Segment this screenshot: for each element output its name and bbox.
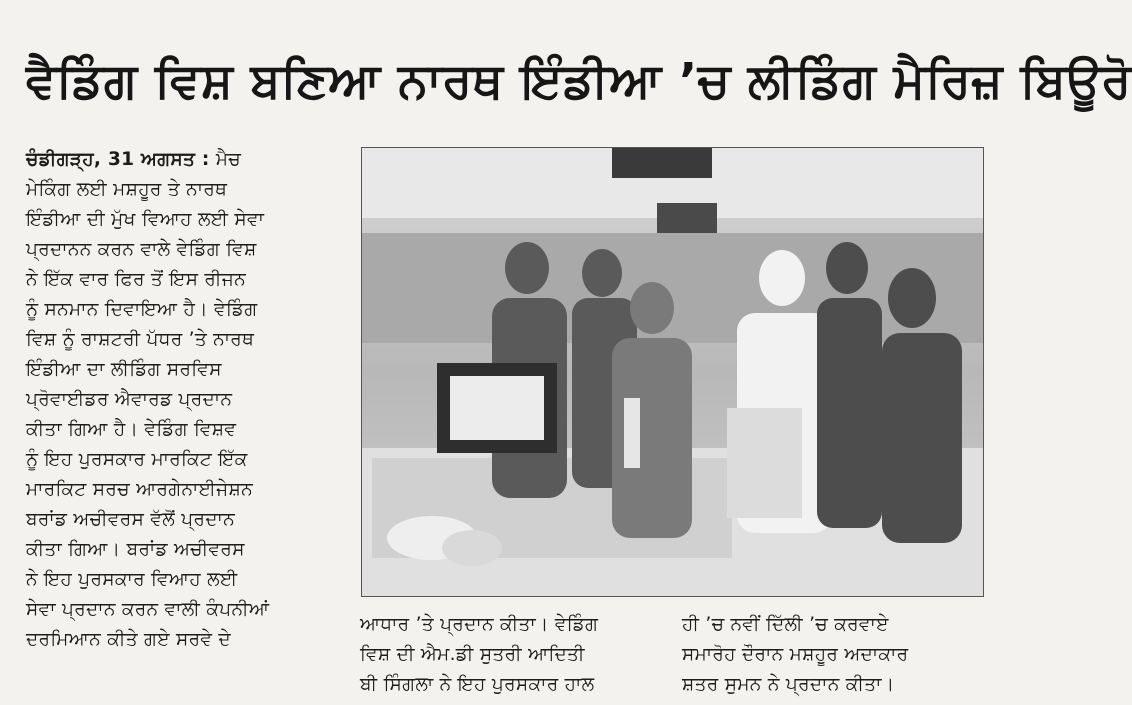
column-line: ਵਿਸ਼ ਦੀ ਐਮ.ਡੀ ਸੁਤਰੀ ਆਦਿਤੀ [360, 644, 585, 665]
headline: ਵੈਡਿੰਗ ਵਿਸ਼ ਬਣਿਆ ਨਾਰਥ ਇੰਡੀਆ ’ਚ ਲੀਡਿੰਗ ਮੈਰਿਜ਼ ਬਿਊਰੋ [26, 53, 1132, 109]
column-line: ਸਮਾਰੋਹ ਦੌਰਾਨ ਮਸ਼ਹੂਰ ਅਦਾਕਾਰ [682, 644, 909, 665]
column-line: ਕੀਤਾ ਗਿਆ। ਬਰਾਂਡ ਅਚੀਵਰਸ [26, 539, 245, 560]
column-line: ਇੰਡੀਆ ਦਾ ਲੀਡਿੰਗ ਸਰਵਿਸ [26, 359, 222, 380]
column-line: ਬਰਾਂਡ ਅਚੀਵਰਸ ਵੱਲੋਂ ਪ੍ਰਦਾਨ [26, 509, 235, 530]
dateline: ਚੰਡੀਗੜ੍ਹ, 31 ਅਗਸਤ : [26, 149, 210, 170]
column-line: ਨੂੰ ਇਹ ਪੁਰਸਕਾਰ ਮਾਰਕਿਟ ਇੱਕ [26, 449, 248, 470]
column-line: ਬੀ ਸਿੰਗਲਾ ਨੇ ਇਹ ਪੁਰਸਕਾਰ ਹਾਲ [360, 674, 595, 695]
column-line: ਪ੍ਰਦਾਨਨ ਕਰਨ ਵਾਲੇ ਵੇਡਿੰਗ ਵਿਸ਼ [26, 239, 257, 260]
column-line: ਦਰਮਿਆਨ ਕੀਤੇ ਗਏ ਸਰਵੇ ਦੇ [26, 629, 231, 650]
column-line: ਆਧਾਰ ’ਤੇ ਪ੍ਰਦਾਨ ਕੀਤਾ। ਵੇਡਿੰਗ [360, 614, 599, 635]
column-line: ਸੇਵਾ ਪ੍ਰਦਾਨ ਕਰਨ ਵਾਲੀ ਕੰਪਨੀਆਂ [26, 599, 270, 620]
column-line: ਕੀਤਾ ਗਿਆ ਹੈ। ਵੇਡਿੰਗ ਵਿਸ਼ਵ [26, 419, 237, 440]
column-line: ਵਿਸ਼ ਨੂੰ ਰਾਸ਼ਟਰੀ ਪੱਧਰ ’ਤੇ ਨਾਰਥ [26, 329, 255, 350]
left-column [26, 145, 358, 705]
column-line: ਮੇਕਿੰਗ ਲਈ ਮਸ਼ਹੂਰ ਤੇ ਨਾਰਥ [26, 179, 228, 200]
middle-column [360, 610, 670, 705]
column-line [26, 145, 358, 175]
column-line: ਇੰਡੀਆ ਦੀ ਮੁੱਖ ਵਿਆਹ ਲਈ ਸੇਵਾ [26, 209, 265, 230]
column-line: ਨੂੰ ਸਨਮਾਨ ਦਿਵਾਇਆ ਹੈ। ਵੇਡਿੰਗ [26, 299, 258, 320]
line-text: ਮੈਚ [215, 149, 242, 170]
column-line: ਮਾਰਕਿਟ ਸਰਚ ਆਰਗੇਨਾਈਜੇਸ਼ਨ [26, 479, 253, 500]
right-column [682, 610, 1000, 705]
column-line: ਨੇ ਇਹ ਪੁਰਸਕਾਰ ਵਿਆਹ ਲਈ [26, 569, 238, 590]
photo-illustration [362, 148, 983, 596]
column-line: ਸ਼ਤਰ ਸੁਮਨ ਨੇ ਪ੍ਰਦਾਨ ਕੀਤਾ। [682, 674, 895, 695]
column-line: ਹੀ ’ਚ ਨਵੀਂ ਦਿੱਲੀ ’ਚ ਕਰਵਾਏ [682, 614, 889, 635]
column-line: ਨੇ ਇੱਕ ਵਾਰ ਫਿਰ ਤੋਂ ਇਸ ਰੀਜਨ [26, 269, 247, 290]
column-line: ਪ੍ਰੋਵਾਈਡਰ ਐਵਾਰਡ ਪ੍ਰਦਾਨ [26, 389, 233, 410]
previous-article-fragment [290, 0, 810, 14]
award-ceremony-photo [361, 147, 984, 597]
